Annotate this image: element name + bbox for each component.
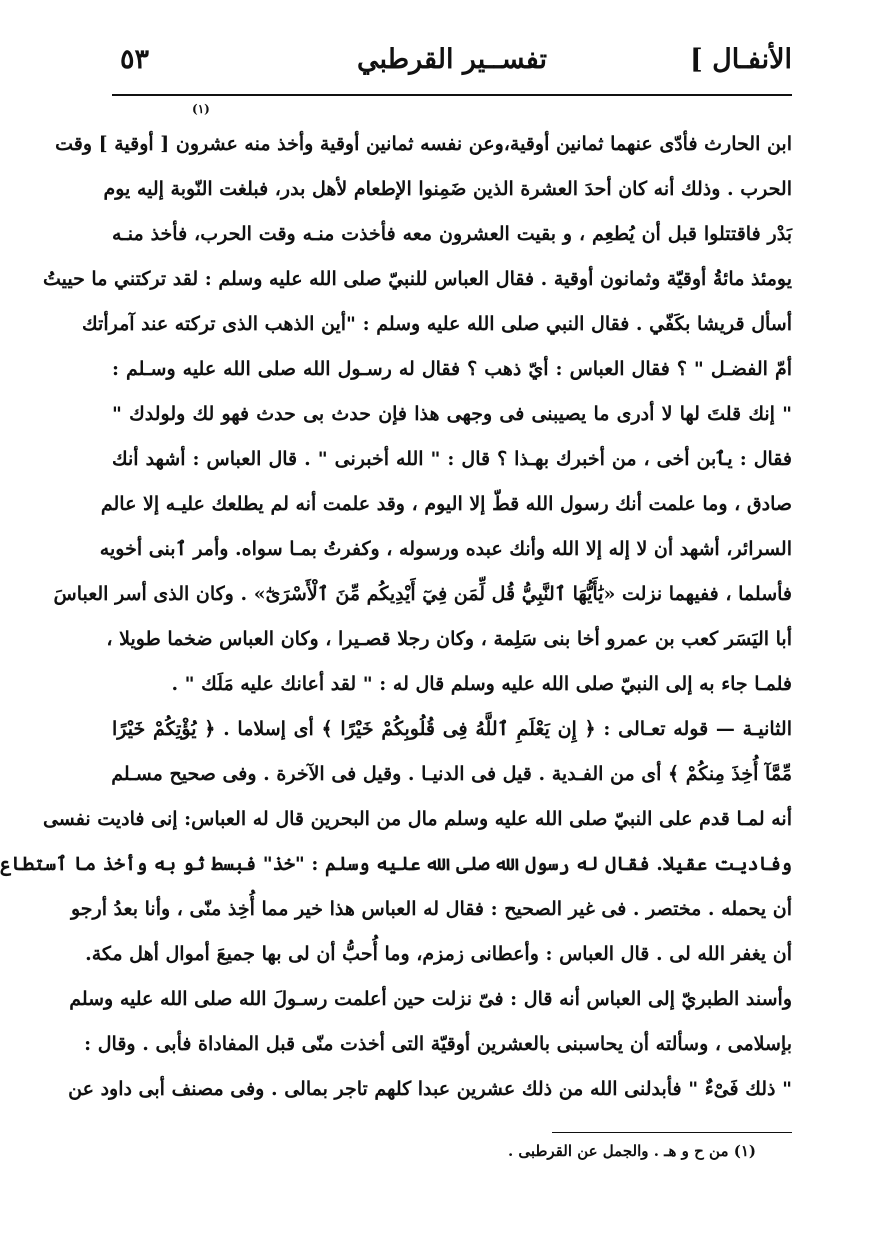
page-number: ٥٣ [120,44,150,75]
book-page [0,40,792,1210]
text-line: صادق ، وما علمت أنك رسول الله قطّ إلا اليوم ، وقد علمت أنه لم يطلعك عليـه إلا عالم [100,493,792,515]
text-line: " ذلك فَىْءٌ " فأبدلنى الله من ذلك عشرين عبدا كلهم تاجر بمالى . وفى مصنف أبى داود عن [68,1078,792,1100]
book-title: تفســير القرطبي [357,44,547,75]
text-line: وأسند الطبريّ إلى العباس أنه قال : فىّ نزلت حين أعلمت رسـولَ الله صلى الله عليه وسلم [69,988,792,1010]
text-line: فأسلما ، ففيهما نزلت «يَٰأَيُّهَا ٱلنَّبِيُّ قُل لِّمَن فِيٓ أَيْدِيكُم مِّنَ ٱلْأَسْرَىٰٓ» . وكان الذى أسر العباسَ [53,583,792,605]
text-line: بَدْر فاقتتلوا قبل أن يُطعِم ، و بقيت العشرون معه فأخذت منـه وقت الحرب، فأخذ منـه [112,223,792,245]
footnote-marker: (١) [192,102,210,116]
body-text [0,122,792,1112]
text-line: الثانيـة — قوله تعـالى : ﴿ إِن يَعْلَمِ ٱللَّهُ فِى قُلُوبِكُمْ خَيْرًا ﴾ أى إسلاما . ﴿ يُؤْتِكُمْ خَيْرًا [112,718,792,740]
footnote-rule [552,1132,792,1133]
text-line: مِّمَّآ أُخِذَ مِنكُمْ ﴾ أى من الفـدية . قيل فى الدنيـا . وقيل فى الآخرة . وفى صحيح مسـلم [111,763,792,785]
running-header [112,40,792,96]
text-line: أمّ الفضـل " ؟ فقال العباس : أيّ ذهب ؟ فقال له رسـول الله صلى الله عليه وسـلم : [112,358,792,380]
text-line: الحرب . وذلك أنه كان أحدَ العشرة الذين ضَمِنوا الإطعام لأهل بدر، فبلغت النّوبة إليه يوم [103,178,792,200]
header-rule [112,94,792,96]
chapter-title: الأنفـال ] [689,44,792,75]
text-line: أن يغفر الله لى . قال العباس : وأعطانى زمزم، وما أُحبُّ أن لى بها جميعَ أموال أهل مكة. [85,943,792,965]
text-line: وفاديت عقيلا. فقال له رسول الله صلى الله عليه وسلم : "خذ" فبسط ثو به وأخذ ما ٱستطاع [0,853,792,875]
text-line: فقال : يٱبن أخى ، من أخبرك بهـذا ؟ قال : " الله أخبرنى " . قال العباس : أشهد أنك [112,448,792,470]
footnote: (١) من ح و هـ . والجمل عن القرطبى . [507,1142,756,1160]
text-line: " إنك قلتَ لها لا أدرى ما يصيبنى فى وجهى هذا فإن حدث بى حدث فهو لك ولولدك " [112,403,792,425]
text-line: فلمـا جاء به إلى النبيّ صلى الله عليه وسلم قال له : " لقد أعانك عليه مَلَك " . [171,673,792,695]
text-line: أبا اليَسَر كعب بن عمرو أخا بنى سَلِمة ، وكان رجلا قصـيرا ، وكان العباس ضخما طويلا ، [106,628,792,650]
text-line: بإسلامى ، وسألته أن يحاسبنى بالعشرين أوقيّة التى أخذت منّى قبل المفاداة فأبى . وقال : [84,1033,792,1055]
text-line: أنه لمـا قدم على النبيّ صلى الله عليه وسلم مال من البحرين قال له العباس: إنى فاديت نفسى [42,808,792,830]
text-line: أسأل قريشا بكَفّي . فقال النبي صلى الله عليه وسلم : "أين الذهب الذى تركته عند آمرأتك [82,313,792,335]
text-line: يومئذ مائةُ أوقيّة وثمانون أوقية . فقال العباس للنبيّ صلى الله عليه وسلم : لقد تركتني ما حييتُ [42,268,792,290]
text-line: السرائر، أشهد أن لا إله إلا الله وأنك عبده ورسوله ، وكفرتُ بمـا سواه. وأمر ٱبنى أخويه [99,538,792,560]
text-line: أن يحمله . مختصر . فى غير الصحيح : فقال له العباس هذا خير مما أُخِذ منّى ، وأنا بعدُ أرجو [70,898,792,920]
text-line: ابن الحارث فأدّى عنهما ثمانين أوقية،وعن نفسه ثمانين أوقية وأخذ منه عشرون [ أوقية ] وقت [55,133,792,155]
